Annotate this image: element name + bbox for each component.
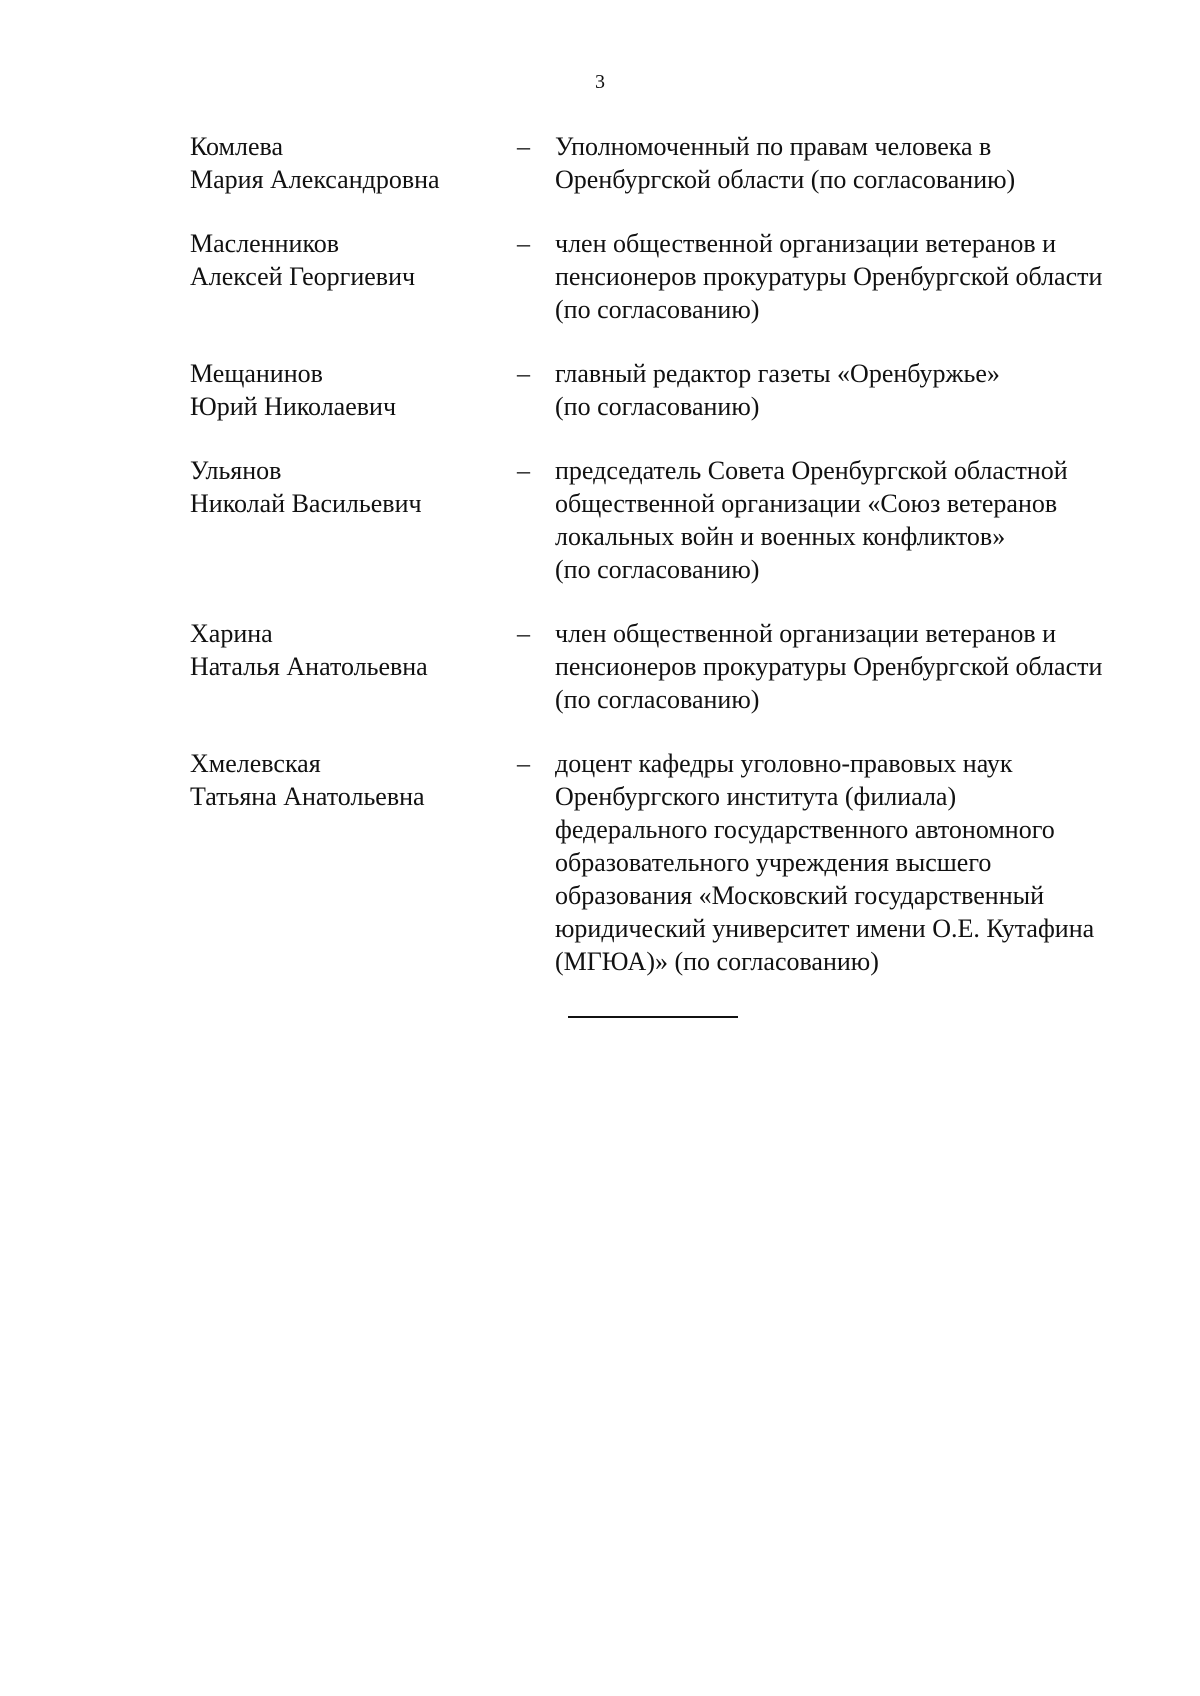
entry-dash: – (517, 749, 530, 778)
entry-dash: – (517, 229, 530, 258)
member-surname: Харина (190, 619, 273, 648)
position-line: главный редактор газеты «Оренбуржье» (555, 359, 1000, 388)
member-position (555, 130, 1170, 196)
position-line: Оренбургского института (филиала) (555, 782, 957, 811)
position-line: юридический университет имени О.Е. Кутафина (555, 914, 1095, 943)
member-surname: Хмелевская (190, 749, 321, 778)
position-line: пенсионеров прокуратуры Оренбургской области (555, 652, 1103, 681)
position-line: образования «Московский государственный (555, 881, 1045, 910)
member-position (555, 617, 1170, 716)
member-given-names: Наталья Анатольевна (190, 652, 428, 681)
position-line: Оренбургской области (по согласованию) (555, 165, 1016, 194)
entry-dash: – (517, 619, 530, 648)
entry-dash: – (517, 456, 530, 485)
member-surname: Ульянов (190, 456, 282, 485)
position-line: доцент кафедры уголовно-правовых наук (555, 749, 1013, 778)
member-given-names: Мария Александровна (190, 165, 440, 194)
position-line: образовательного учреждения высшего (555, 848, 992, 877)
member-name (190, 227, 490, 293)
position-line: (по согласованию) (555, 555, 760, 584)
member-position (555, 227, 1170, 326)
position-line: председатель Совета Оренбургской областной (555, 456, 1068, 485)
member-position (555, 357, 1170, 423)
entry-dash: – (517, 132, 530, 161)
end-of-list-rule (568, 1016, 738, 1018)
member-surname: Комлева (190, 132, 283, 161)
position-line: Уполномоченный по правам человека в (555, 132, 992, 161)
position-line: (по согласованию) (555, 685, 760, 714)
member-name (190, 617, 490, 683)
entry-dash: – (517, 359, 530, 388)
member-name (190, 747, 490, 813)
member-entry (0, 130, 1200, 196)
position-line: федерального государственного автономного (555, 815, 1055, 844)
member-entry (0, 357, 1200, 423)
member-given-names: Юрий Николаевич (190, 392, 397, 421)
position-line: (по согласованию) (555, 392, 760, 421)
member-entry (0, 617, 1200, 716)
member-position (555, 454, 1170, 586)
member-name (190, 454, 490, 520)
position-line: член общественной организации ветеранов и (555, 229, 1057, 258)
member-entry (0, 747, 1200, 978)
page-number: 3 (595, 71, 605, 93)
member-given-names: Татьяна Анатольевна (190, 782, 425, 811)
member-given-names: Николай Васильевич (190, 489, 422, 518)
member-list (0, 130, 1200, 1009)
member-given-names: Алексей Георгиевич (190, 262, 416, 291)
member-surname: Масленников (190, 229, 340, 258)
member-entry (0, 454, 1200, 586)
position-line: локальных войн и военных конфликтов» (555, 522, 1006, 551)
member-name (190, 130, 490, 196)
member-surname: Мещанинов (190, 359, 323, 388)
position-line: (МГЮА)» (по согласованию) (555, 947, 879, 976)
position-line: (по согласованию) (555, 295, 760, 324)
member-name (190, 357, 490, 423)
member-position (555, 747, 1170, 978)
position-line: пенсионеров прокуратуры Оренбургской области (555, 262, 1103, 291)
member-entry (0, 227, 1200, 326)
position-line: общественной организации «Союз ветеранов (555, 489, 1058, 518)
position-line: член общественной организации ветеранов и (555, 619, 1057, 648)
